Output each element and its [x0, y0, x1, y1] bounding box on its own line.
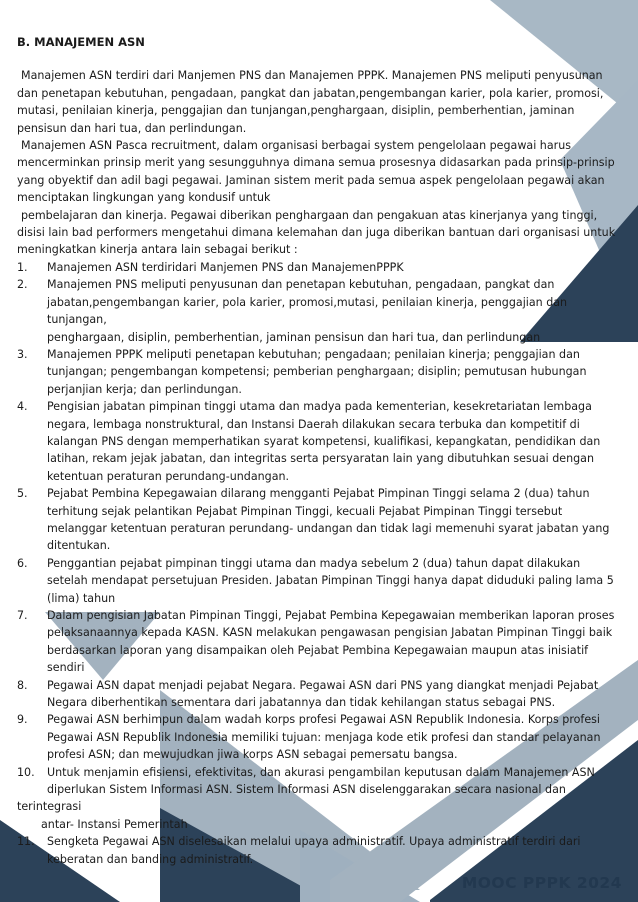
paragraph-3: pembelajaran dan kinerja. Pegawai diberikan penghargaan dan pengakuan atas kinerjanya yang tinggi, disisi lain bad performers mengetahui dimana kelemahan dan juga diberikan bantuan dari organisasi untuk meningkatkan kinerja antara lain sebagai berikut : [17, 208, 616, 257]
footer-brand-text: MOOC PPPK 2024 [461, 874, 622, 892]
list-item [17, 607, 617, 677]
list-text-continuation: penghargaan, disiplin, pemberhentian, jaminan pensisun dan hari tua, dan perlindungan [47, 330, 541, 344]
list-text-continuation: terintegrasi [17, 800, 82, 814]
list-text: Pegawai ASN berhimpun dalam wadah korps profesi Pegawai ASN Republik Indonesia. Korps profesi Pegawai ASN Republik Indonesia memiliki tujuan: menjaga kode etik profesi dan standar pelayanan profesi ASN; dan mewujudkan jiwa korps ASN sebagai pemersatu bangsa. [47, 713, 601, 762]
list-text: Manajemen ASN terdiridari Manjemen PNS dan ManajemenPPPK [47, 260, 404, 274]
list-text: Sengketa Pegawai ASN diselesaikan melalui upaya administratif. Upaya administratif terdiri dari keberatan dan banding administratif. [47, 835, 581, 866]
list-number: 7. [17, 609, 28, 622]
numbered-list [17, 259, 617, 868]
list-text: Pegawai ASN dapat menjadi pejabat Negara. Pegawai ASN dari PNS yang diangkat menjadi Pejabat Negara diberhentikan sementara dari jabatannya dan tidak kehilangan status sebagai PNS. [47, 678, 599, 710]
list-item [17, 485, 617, 555]
list-number: 10. [17, 765, 35, 779]
list-number: 9. [17, 713, 28, 727]
list-item [17, 276, 617, 346]
list-text: Dalam pengisian Jabatan Pimpinan Tinggi, Pejabat Pembina Kepegawaian memberikan laporan proses pelaksanaannya kepada KASN. KASN melakukan pengawasan pengisian Jabatan Pimpinan Tinggi baik berdasarkan laporan yang disampaikan oleh Pejabat Pembina Kepegawaian maupun atas inisiatif sendiri [47, 609, 615, 675]
list-item [17, 711, 617, 763]
list-item [17, 346, 617, 398]
list-text: Manajemen PNS meliputi penyusunan dan penetapan kebutuhan, pengadaan, pangkat dan jabatan,pengembangan karier, pola karier, promosi,mutasi, penilaian kinerja, penggajian dan tunjangan, [47, 278, 568, 327]
list-text: Penggantian pejabat pimpinan tinggi utama dan madya sebelum 2 (dua) tahun dapat dilakukan setelah mendapat persetujuan Presiden. Jabatan Pimpinan Tinggi hanya dapat diduduki paling lama 5 (lima) tahun [47, 556, 614, 605]
list-item [17, 677, 617, 712]
paragraph-2: Manajemen ASN Pasca recruitment, dalam organisasi berbagai system pengelolaan pegawai harus mencerminkan prinsip merit yang sesungguhnya dimana semua prosesnya didasarkan pada prinsip-prinsip yang obyektif dan adil bagi pegawai. Jaminan sistem merit pada semua aspek pengelolaan pegawai akan menciptakan lingkungan yang kondusif untuk [17, 139, 615, 205]
list-number: 1. [17, 260, 28, 274]
list-text-continuation: antar- Instansi Pemerintah [41, 817, 188, 831]
list-text: Untuk menjamin efisiensi, efektivitas, dan akurasi pengambilan keputusan dalam Manajemen ASN diperlukan Sistem Informasi ASN. Sistem Informasi ASN diselenggarakan secara nasional dan [47, 765, 595, 797]
section-heading: B. MANAJEMEN ASN [17, 35, 145, 49]
list-number: 5. [17, 487, 28, 501]
list-number: 4. [17, 400, 28, 414]
list-number: 2. [17, 278, 28, 292]
list-text: Pengisian jabatan pimpinan tinggi utama dan madya pada kementerian, kesekretariatan lembaga negara, lembaga nonstruktural, dan Instansi Daerah dilakukan secara terbuka dan kompetitif di kalangan PNS dengan memperhatikan syarat kompetensi, kualifikasi, kepangkatan, pendidikan dan latihan, rekam jejak jabatan, dan integritas serta persyaratan lain yang dibutuhkan sesuai dengan ketentuan peraturan perundang-undangan. [47, 400, 601, 483]
paragraph-1: Manajemen ASN terdiri dari Manjemen PNS dan Manajemen PPPK. Manajemen PNS meliputi penyusunan dan penetapan kebutuhan, pengadaan, pangkat dan jabatan,pengembangan karier, pola karier, promosi, mutasi, penilaian kinerja, penggajian dan tunjangan,penghargaan, disiplin, pemberhentian, jaminan pensisun dan hari tua, dan perlindungan. [17, 69, 604, 135]
list-text: Manajemen PPPK meliputi penetapan kebutuhan; pengadaan; penilaian kinerja; penggajian dan tunjangan; pengembangan kompetensi; pemberian penghargaan; disiplin; pemutusan hubungan perjanjian kerja; dan perlindungan. [47, 347, 587, 396]
list-item [17, 764, 617, 834]
list-item [17, 555, 617, 607]
list-item [17, 833, 617, 868]
list-item [17, 398, 617, 485]
list-number: 6. [17, 556, 28, 570]
list-number: 11. [17, 835, 35, 849]
document-body [17, 34, 617, 868]
list-number: 3. [17, 347, 28, 361]
list-text: Pejabat Pembina Kepegawaian dilarang mengganti Pejabat Pimpinan Tinggi selama 2 (dua) tahun terhitung sejak pelantikan Pejabat Pimpinan Tinggi, kecuali Pejabat Pimpinan Tinggi tersebut melanggar ketentuan peraturan perundang- undangan dan tidak lagi memenuhi syarat jabatan yang ditentukan. [47, 487, 610, 553]
list-number: 8. [17, 678, 28, 692]
list-item [17, 259, 617, 276]
